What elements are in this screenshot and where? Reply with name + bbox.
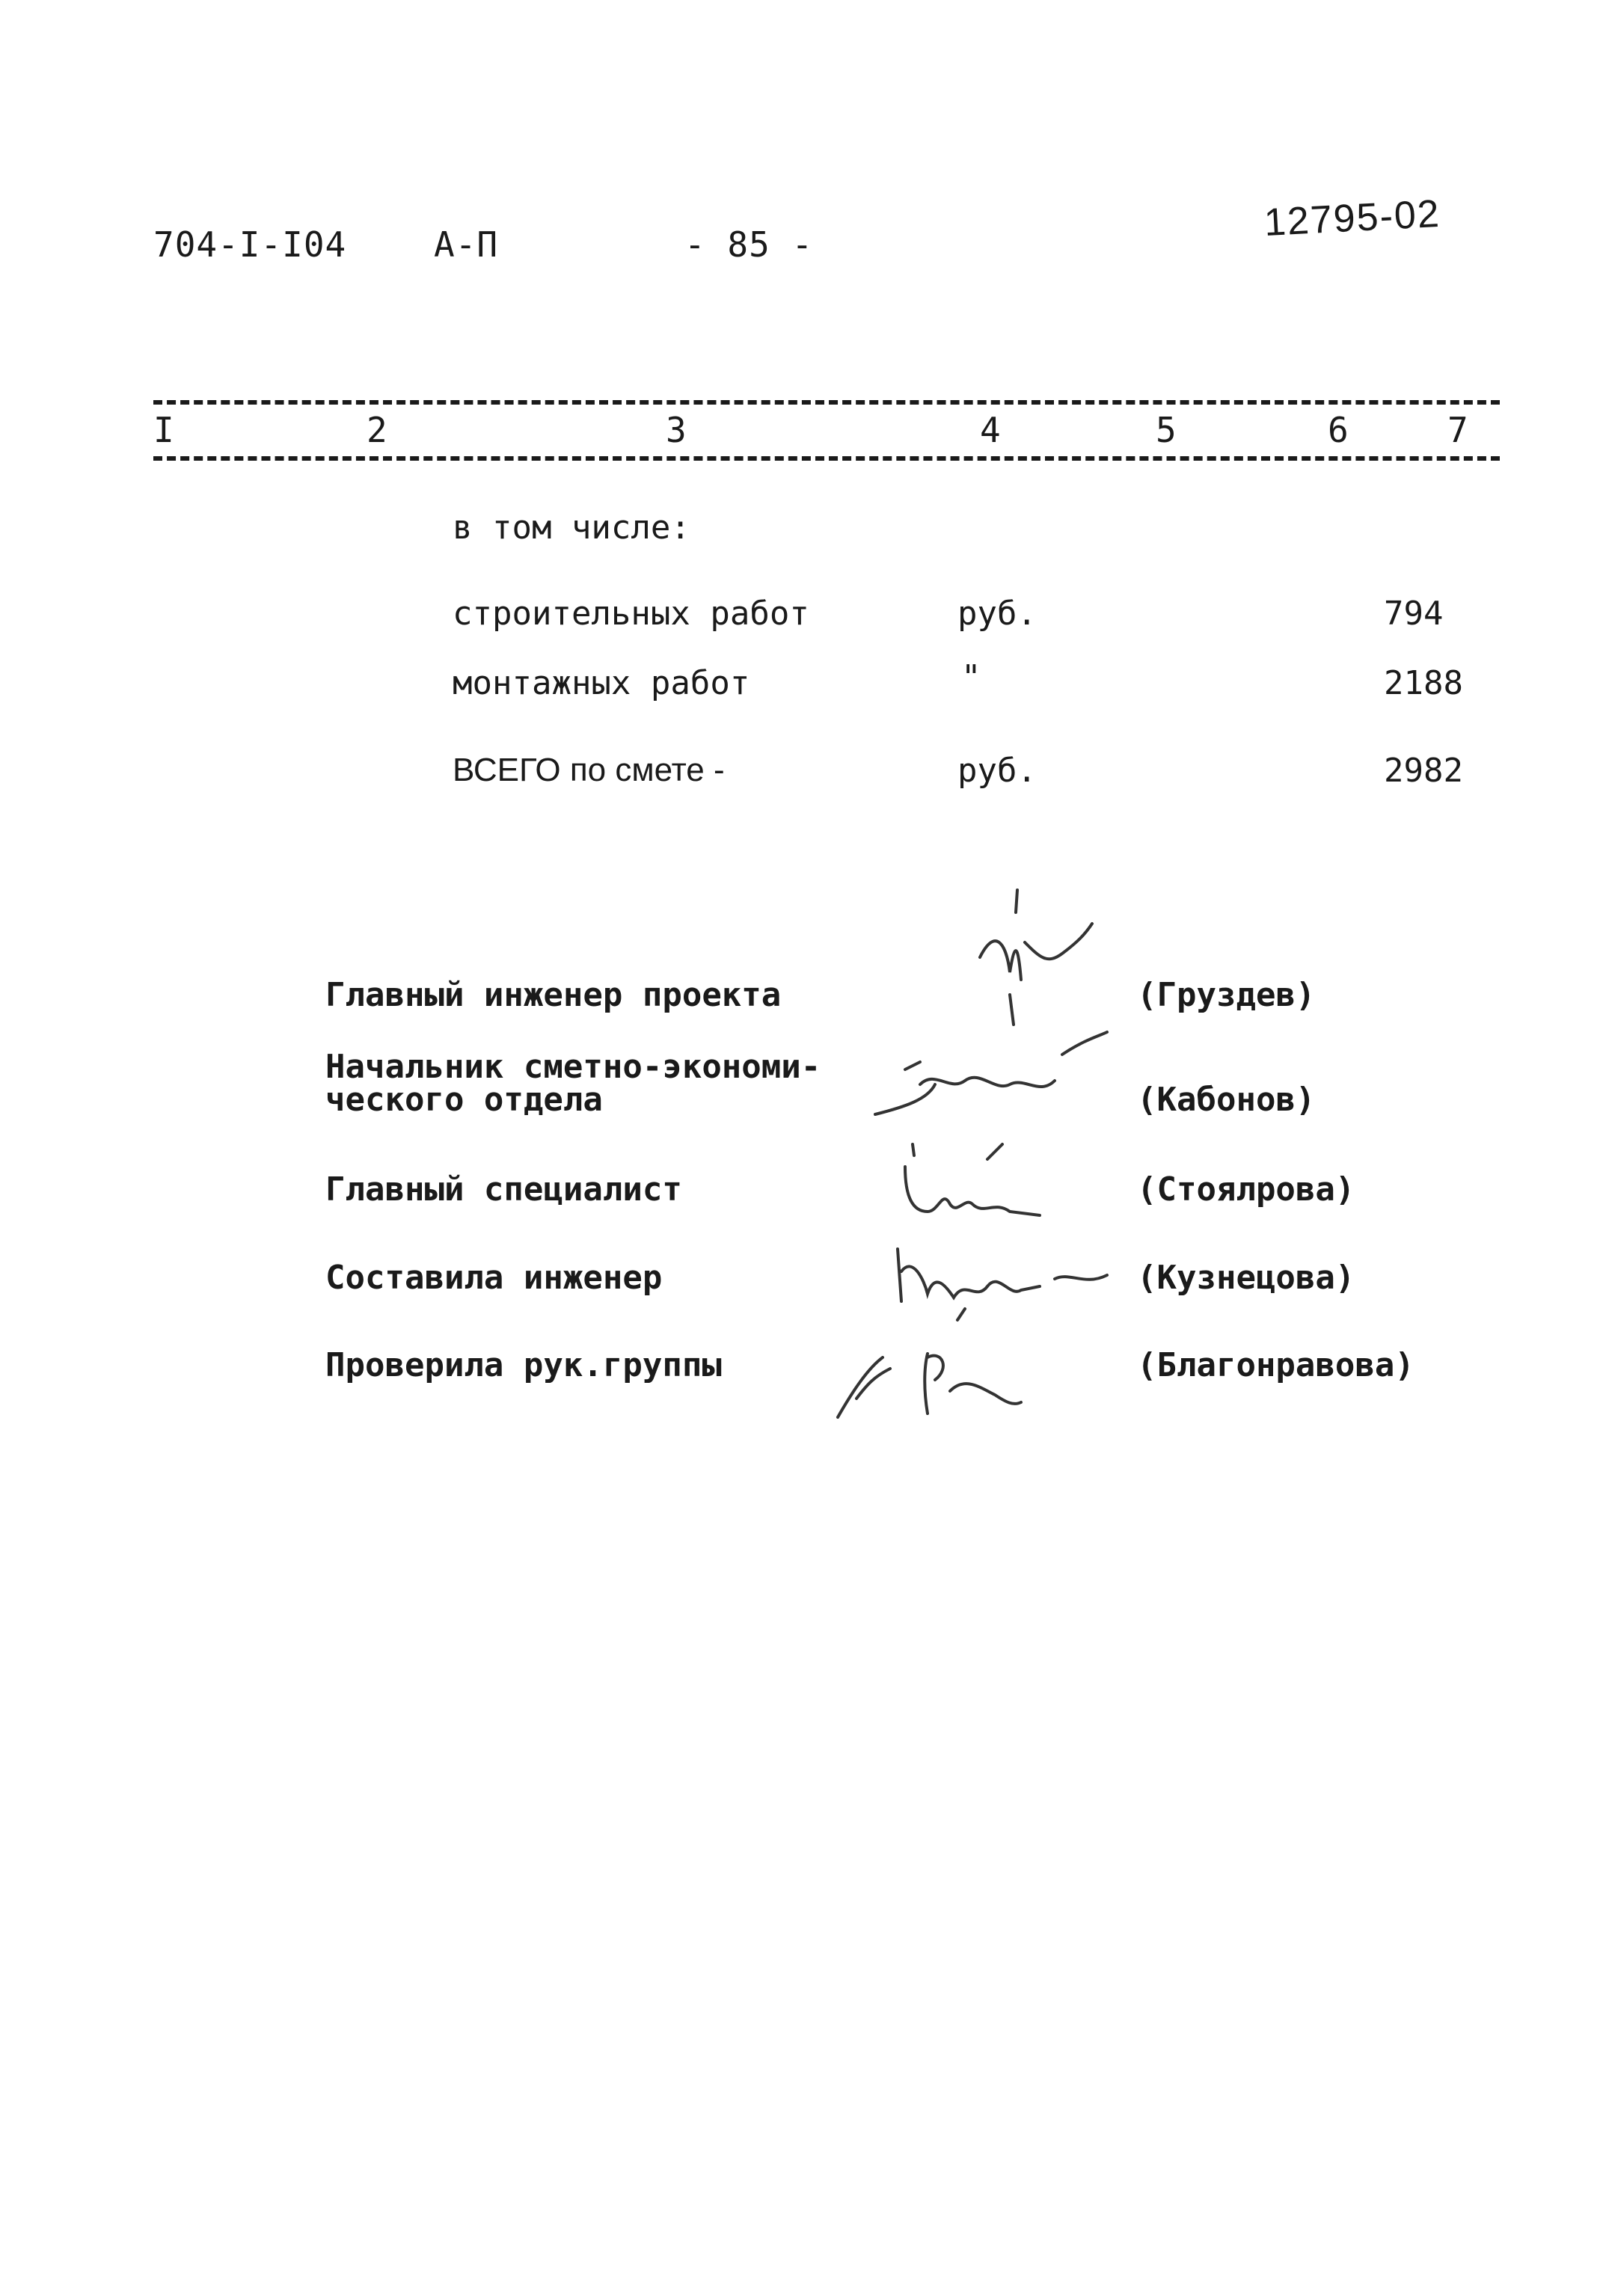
signature-role-reviewer: Проверила рук.группы xyxy=(325,1346,722,1384)
signature-role-line-2: ческого отдела xyxy=(325,1081,603,1119)
signature-role-line-1: Начальник сметно-экономи- xyxy=(325,1048,821,1086)
row-label-construction: строительных работ xyxy=(453,595,809,633)
signature-name-department-head: (Кабонов) xyxy=(1137,1081,1316,1119)
handwritten-signature-3 xyxy=(898,1129,1047,1227)
column-number-1: I xyxy=(153,410,174,450)
row-value-construction: 794 xyxy=(1384,595,1444,633)
column-number-5: 5 xyxy=(1156,410,1177,450)
total-label: ВСЕГО по смете - xyxy=(453,752,725,788)
table-bottom-rule xyxy=(153,456,1500,461)
row-label-installation: монтажных работ xyxy=(453,664,750,702)
signature-name-chief-engineer: (Груздев) xyxy=(1137,976,1316,1014)
row-unit-construction: руб. xyxy=(957,595,1037,633)
signature-role-department-head xyxy=(325,1048,821,1119)
column-number-7: 7 xyxy=(1447,410,1468,450)
column-number-2: 2 xyxy=(367,410,387,450)
total-value: 2982 xyxy=(1384,752,1463,790)
row-value-installation: 2188 xyxy=(1384,664,1463,702)
signature-role-chief-specialist: Главный специалист xyxy=(325,1170,682,1209)
handwritten-signature-2 xyxy=(860,1025,1107,1144)
signature-name-chief-specialist: (Стоялрова) xyxy=(1137,1170,1355,1209)
signature-role-chief-engineer: Главный инженер проекта xyxy=(325,976,782,1014)
signature-role-compiler: Составила инженер xyxy=(325,1259,663,1297)
summary-intro: в том числе: xyxy=(453,509,690,547)
signature-name-reviewer: (Благонравова) xyxy=(1137,1346,1414,1384)
section-code: А-П xyxy=(434,224,499,265)
total-unit: руб. xyxy=(957,752,1037,790)
column-number-4: 4 xyxy=(980,410,1001,450)
column-number-6: 6 xyxy=(1328,410,1349,450)
page-number: - 85 - xyxy=(684,224,814,265)
row-unit-installation: " xyxy=(961,658,981,696)
signature-name-compiler: (Кузнецова) xyxy=(1137,1259,1355,1297)
handwritten-signature-5 xyxy=(823,1324,1032,1428)
table-top-rule xyxy=(153,400,1500,405)
handwritten-signature-4 xyxy=(883,1227,1122,1324)
column-number-3: 3 xyxy=(666,410,687,450)
stamp-number: 12795-02 xyxy=(1263,191,1442,245)
document-code: 704-I-I04 xyxy=(153,224,347,265)
